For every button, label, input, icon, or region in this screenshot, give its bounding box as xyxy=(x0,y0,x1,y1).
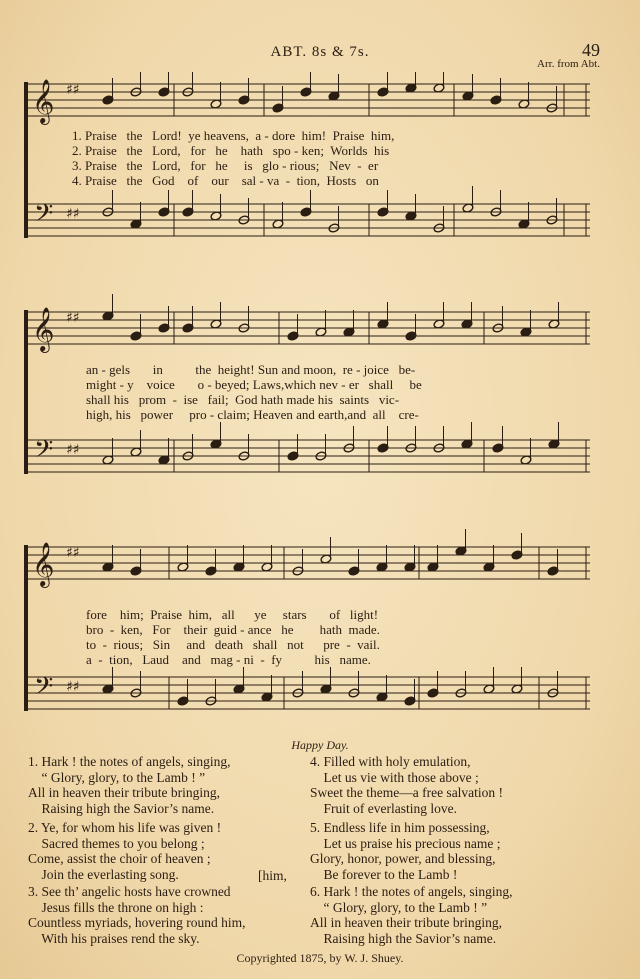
lyric-line-3: to - rious; Sin and death shall not pre - vail. xyxy=(86,637,380,652)
lyric-line-2: 2. Praise the Lord, for he hath spo - ken; Worlds his xyxy=(72,143,390,158)
page-number: 49 xyxy=(582,40,600,60)
arrangement-credit: Arr. from Abt. xyxy=(537,58,600,70)
key-sharp-icon: ♯♯ xyxy=(66,310,80,326)
system-brace xyxy=(24,310,28,474)
verse-3-overflow: [him, xyxy=(258,868,287,883)
bass-clef-icon: 𝄢 xyxy=(34,435,54,470)
lyric-line-4: 4. Praise the God of our sal - va - tion, Hosts on xyxy=(72,173,379,188)
tune-name: Happy Day. xyxy=(291,738,349,752)
system-brace xyxy=(24,82,28,238)
bass-clef-icon: 𝄢 xyxy=(34,199,54,234)
treble-clef-icon: 𝄞 xyxy=(32,307,55,351)
lyric-line-1: fore him; Praise him, all ye stars of light! xyxy=(86,607,379,622)
key-sharp-icon: ♯♯ xyxy=(66,442,80,458)
treble-clef-icon: 𝄞 xyxy=(32,79,55,123)
lyric-line-4: a - tion, Laud and mag - ni - fy his name. xyxy=(86,652,371,667)
music-system-3 xyxy=(24,527,590,727)
key-sharp-icon: ♯♯ xyxy=(66,545,80,561)
lyric-line-4: high, his power pro - claim; Heaven and earth,and all cre- xyxy=(86,407,419,422)
verse-5: 5. Endless life in him possessing, Let us praise his precious name ; Glory, honor, power, and blessing, Be forever to the Lamb ! xyxy=(310,820,501,882)
music-system-1 xyxy=(24,72,590,257)
bass-clef-icon: 𝄢 xyxy=(34,672,54,707)
verse-1: 1. Hark ! the notes of angels, singing, “ Glory, glory, to the Lamb ! ” All in heaven their tribute bringing, Raising high the Savior’s name. xyxy=(28,754,231,816)
verse-6: 6. Hark ! the notes of angels, singing, “ Glory, glory, to the Lamb ! ” All in heaven their tribute bringing, Raising high the Savior’s name. xyxy=(310,884,513,946)
music-system-2 xyxy=(24,290,590,490)
lyric-line-3: shall his prom - ise fail; God hath made his saints vic- xyxy=(86,392,400,407)
key-sharp-icon: ♯♯ xyxy=(66,206,80,222)
verse-2: 2. Ye, for whom his life was given ! Sacred themes to you belong ; Come, assist the choir of heaven ; Join the everlasting song. xyxy=(28,820,222,882)
key-sharp-icon: ♯♯ xyxy=(66,82,80,98)
lyric-line-2: might - y voice o - beyed; Laws,which nev - er shall be xyxy=(86,377,422,392)
copyright-notice: Copyrighted 1875, by W. J. Shuey. xyxy=(236,951,404,965)
system-brace xyxy=(24,545,28,711)
lyric-line-3: 3. Praise the Lord, for he is glo - rious; Nev - er xyxy=(72,158,379,173)
treble-clef-icon: 𝄞 xyxy=(32,542,55,586)
lyric-line-2: bro - ken, For their guid - ance he hath made. xyxy=(86,622,380,637)
verse-3: 3. See th’ angelic hosts have crowned Jesus fills the throne on high : Countless myriads, hovering round him, With his praises rend the sky. xyxy=(28,884,246,946)
verse-4: 4. Filled with holy emulation, Let us vie with those above ; Sweet the theme—a free salvation ! Fruit of everlasting love. xyxy=(310,754,504,816)
lyric-line-1: 1. Praise the Lord! ye heavens, a - dore him! Praise him, xyxy=(72,128,395,143)
lyric-line-1: an - gels in the height! Sun and moon, re - joice be- xyxy=(86,362,416,377)
hymn-title: ABT. 8s & 7s. xyxy=(270,44,370,60)
key-sharp-icon: ♯♯ xyxy=(66,679,80,695)
